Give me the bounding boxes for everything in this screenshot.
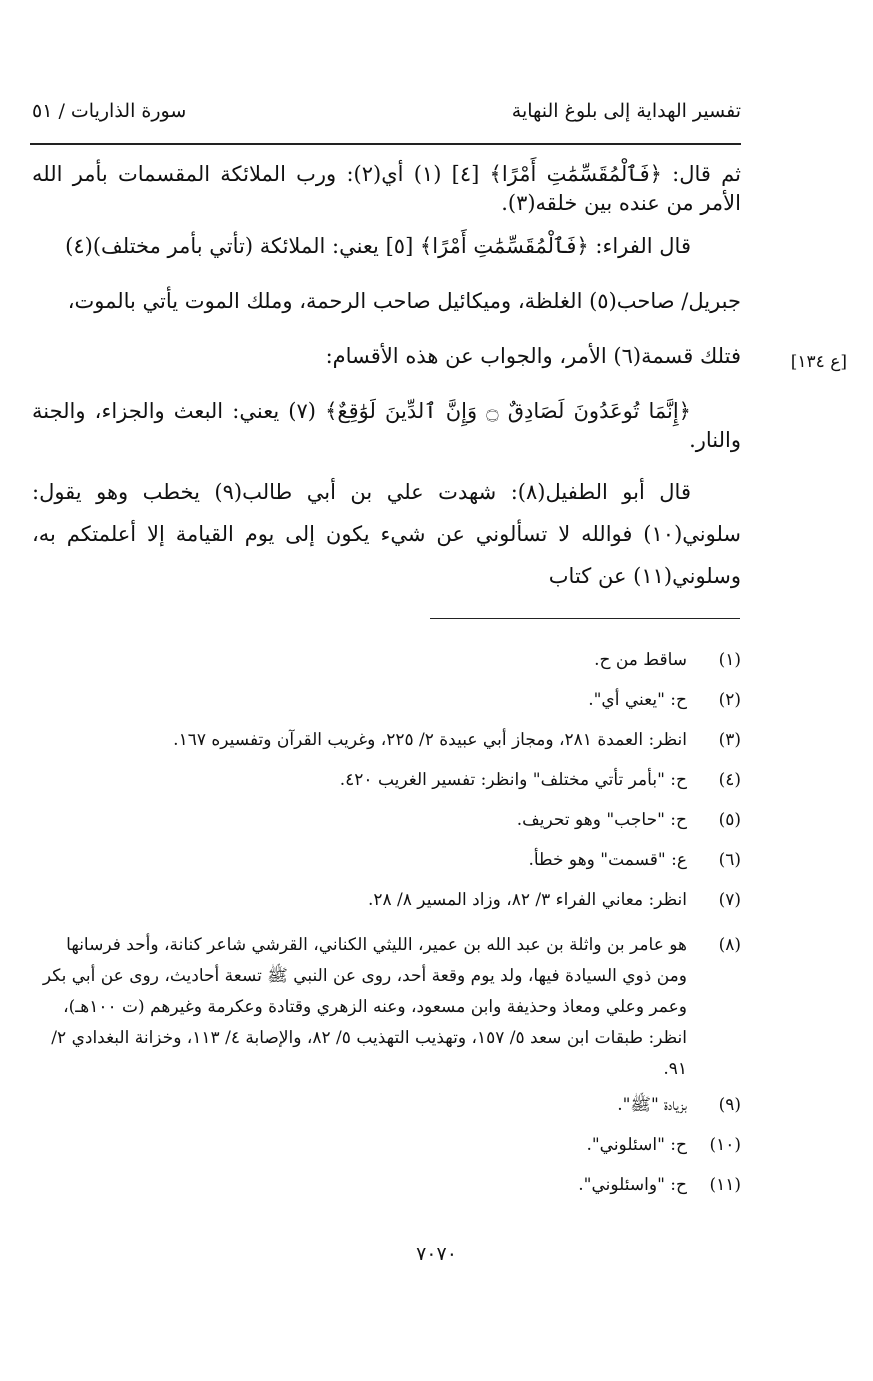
- footnote-text: ح: "واسئلوني".: [578, 1175, 687, 1195]
- header-rule: [30, 143, 741, 145]
- footnote-number: (٤): [718, 770, 741, 790]
- footnote-number: (٢): [718, 690, 741, 710]
- footnote-number: (٩): [718, 1095, 741, 1115]
- footnote-number: (٣): [718, 730, 741, 750]
- footnote-number: (١١): [709, 1175, 741, 1195]
- footnote-number: (١٠): [709, 1135, 741, 1155]
- footnote: [32, 890, 741, 914]
- running-header: [32, 100, 741, 130]
- footnote-number: (٨): [718, 935, 741, 955]
- paragraph-1: ثم قال: ﴿فَٱلْمُقَسِّمَٰتِ أَمْرًا﴾ [٤] (١) أي(٢): ورب الملائكة المقسمات بأمر الله الأمر من عنده بين خلقه(٣).: [32, 162, 741, 215]
- footnote-text: انظر: العمدة ٢٨١، ومجاز أبي عبيدة ٢/ ٢٢٥، وغريب القرآن وتفسيره ١٦٧.: [173, 730, 687, 750]
- footnote-number: (٥): [718, 810, 741, 830]
- footnote-number: (٧): [718, 890, 741, 910]
- footnote: [32, 850, 741, 874]
- footnote-text: ح: "بأمر تأتي مختلف" وانظر: تفسير الغريب ٤٢٠.: [339, 770, 687, 790]
- paragraph-3: قال أبو الطفيل(٨): شهدت علي بن أبي طالب(٩) يخطب وهو يقول: سلوني(١٠) فوالله لا تسألوني عن شيء يكون إلى يوم القيامة إلا أعلمتكم به، وسلوني(١١) عن كتاب: [32, 480, 741, 588]
- footnote: [32, 1175, 741, 1199]
- footnote-text: ساقط من ح.: [594, 650, 687, 670]
- footnote: [32, 1135, 741, 1159]
- page-number: ٧٠٧٠: [416, 1243, 457, 1265]
- footnote-text: انظر: معاني الفراء ٣/ ٨٢، وزاد المسير ٨/ ٢٨.: [367, 890, 687, 910]
- footnote-number: (٦): [718, 850, 741, 870]
- footnote-number: (١): [718, 650, 741, 670]
- footnote: [32, 930, 741, 1085]
- main-text: [32, 160, 741, 625]
- footnote: [32, 730, 741, 754]
- paragraph-2-line-2: جبريل/ صاحب(٥) الغلظة، وميكائيل صاحب الرحمة، وملك الموت يأتي بالموت،: [67, 289, 741, 313]
- footnote: [32, 690, 741, 714]
- footnote: [32, 1095, 741, 1119]
- footnotes: [32, 650, 741, 1215]
- surah-page-label: سورة الذاريات / ٥١: [32, 100, 187, 122]
- footnote: [32, 650, 741, 674]
- manuscript-folio-note: [ع ١٣٤]: [790, 352, 847, 372]
- footnote: [32, 770, 741, 794]
- footnote-separator: [430, 618, 740, 619]
- footnote: [32, 810, 741, 834]
- footnote-text: ع: "قسمت" وهو خطأ.: [528, 850, 687, 870]
- book-title: تفسير الهداية إلى بلوغ النهاية: [511, 100, 741, 122]
- footnote-text: بزيادة "ﷺ".: [617, 1095, 687, 1115]
- footnote-text: هو عامر بن واثلة بن عبد الله بن عمير، الليثي الكناني، القرشي شاعر كنانة، وأحد فرسانها ومن ذوي السيادة فيها، ولد يوم وقعة أحد، روى عن النبي ﷺ تسعة أحاديث، روى عن أبي بكر وعمر وعلي ومعاذ وحذيفة وابن مسعود، وعنه الزهري وقتادة وعكرمة وغيرهم (ت ١٠٠هـ)، انظر: طبقات ابن سعد ٥/ ١٥٧، وتهذيب التهذيب ٥/ ٨٢، والإصابة ٤/ ١١٣، وخزانة البغدادي ٢/ ٩١.: [42, 935, 687, 1079]
- footnote-text: ح: "يعني أي".: [588, 690, 687, 710]
- footnote-text: ح: "اسئلوني".: [586, 1135, 687, 1155]
- paragraph-2-line-3: فتلك قسمة(٦) الأمر، والجواب عن هذه الأقسام:: [325, 344, 741, 368]
- footnote-text: ح: "حاجب" وهو تحريف.: [516, 810, 687, 830]
- paragraph-2-line-1: قال الفراء: ﴿فَٱلْمُقَسِّمَٰتِ أَمْرًا﴾ [٥] يعني: الملائكة (تأتي بأمر مختلف)(٤): [65, 234, 691, 258]
- paragraph-2: [32, 232, 741, 455]
- paragraph-2-line-4: ﴿إِنَّمَا تُوعَدُونَ لَصَادِقٌ ۝ وَإِنَّ ٱلدِّينَ لَوَٰقِعٌ﴾ (٧) يعني: البعث والجزاء، والجنة والنار.: [32, 399, 741, 452]
